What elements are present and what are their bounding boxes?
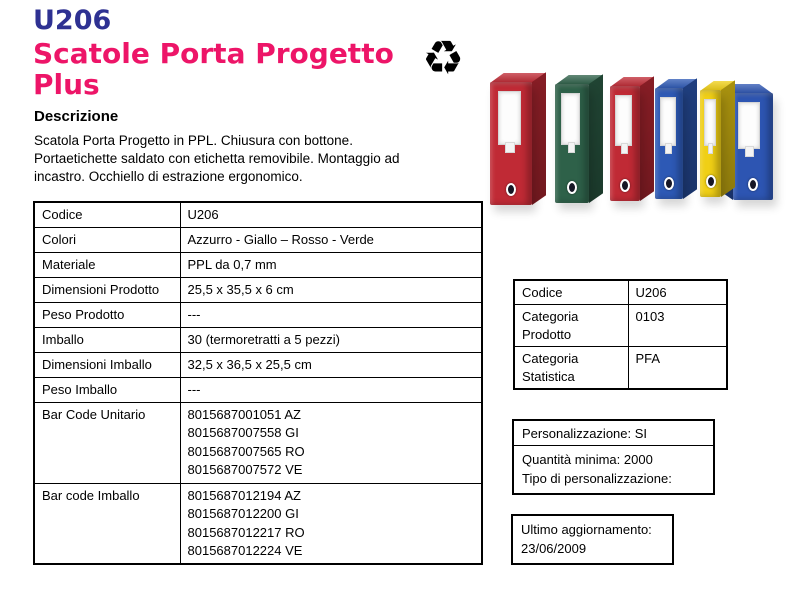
category-label: Categoria Statistica [514, 347, 628, 390]
product-box-green [555, 84, 589, 203]
spec-value [180, 402, 482, 483]
spec-label: Bar code Imballo [34, 483, 180, 564]
description-line: Scatola Porta Progetto in PPL. Chiusura con bottone. [34, 133, 353, 148]
spec-label: Dimensioni Prodotto [34, 277, 180, 302]
spec-row-peso-imballo [34, 377, 482, 402]
personalization-details [514, 446, 713, 493]
category-row-codice [514, 280, 727, 305]
box-eyelet [748, 178, 758, 191]
spec-label: Codice [34, 202, 180, 227]
barcode-line: 8015687007572 VE [187, 462, 303, 477]
barcode-line: 8015687007565 RO [187, 443, 305, 459]
product-box-blue-1 [655, 88, 683, 199]
category-row-prodotto [514, 305, 727, 347]
spec-value: Azzurro - Giallo – Rosso - Verde [180, 227, 482, 252]
last-update-box [511, 514, 674, 565]
spec-value: 32,5 x 36,5 x 25,5 cm [180, 352, 482, 377]
product-box-blue-2 [733, 93, 773, 200]
personalization-flag: Personalizzazione: SI [514, 421, 713, 446]
spec-label: Dimensioni Imballo [34, 352, 180, 377]
personalization-box [512, 419, 715, 495]
barcode-line: 8015687012217 RO [187, 524, 305, 540]
spec-row-dimensioni-prodotto [34, 277, 482, 302]
product-photo [487, 55, 797, 210]
spec-value: --- [180, 302, 482, 327]
spec-row-imballo [34, 327, 482, 352]
recycle-icon: ♻ [422, 31, 465, 86]
category-row-statistica [514, 347, 727, 390]
product-box-red-1 [490, 82, 532, 205]
spec-label: Peso Prodotto [34, 302, 180, 327]
category-table [513, 279, 728, 390]
product-box-red-2 [610, 86, 640, 201]
category-value: 0103 [628, 305, 727, 347]
barcode-line: 8015687012224 VE [187, 543, 303, 558]
description-line: incastro. Occhiello di estrazione ergonomico. [34, 169, 303, 184]
box-label-holder [498, 91, 522, 145]
box-side [532, 72, 546, 205]
spec-value: 25,5 x 35,5 x 6 cm [180, 277, 482, 302]
box-eyelet [620, 179, 630, 192]
box-side [683, 78, 697, 199]
box-eyelet [506, 183, 516, 196]
box-eyelet [706, 175, 716, 188]
box-eyelet [664, 177, 674, 190]
personalization-type: Tipo di personalizzazione: [522, 471, 672, 486]
box-label-holder [704, 99, 716, 146]
spec-label: Materiale [34, 252, 180, 277]
spec-row-materiale [34, 252, 482, 277]
box-label-holder [738, 102, 760, 149]
page-title-line2: Plus [33, 68, 100, 101]
box-label-holder [660, 97, 676, 146]
barcode-line: 8015687012200 GI [187, 506, 299, 521]
last-update-date: 23/06/2009 [521, 541, 587, 556]
spec-row-dimensioni-imballo [34, 352, 482, 377]
description-text [34, 132, 444, 186]
description-heading: Descrizione [34, 108, 119, 125]
category-label: Categoria Prodotto [514, 305, 628, 347]
category-label: Codice [514, 280, 628, 305]
spec-label: Imballo [34, 327, 180, 352]
spec-label: Peso Imballo [34, 377, 180, 402]
spec-value: 30 (termoretratti a 5 pezzi) [180, 327, 482, 352]
spec-row-codice [34, 202, 482, 227]
spec-row-colori [34, 227, 482, 252]
category-value: U206 [628, 280, 727, 305]
spec-table [33, 201, 483, 565]
last-update-label: Ultimo aggiornamento: [521, 522, 652, 537]
personalization-min-qty: Quantità minima: 2000 [522, 452, 653, 467]
box-side [721, 80, 735, 197]
product-code-title: U206 [33, 5, 112, 36]
spec-value: --- [180, 377, 482, 402]
page-title [33, 38, 394, 100]
page-title-line1: Scatole Porta Progetto [33, 37, 394, 70]
description-line: Portaetichette saldato con etichetta removibile. Montaggio ad [34, 151, 400, 166]
spec-value [180, 483, 482, 564]
spec-row-barcode-unitario [34, 402, 482, 483]
box-side [589, 74, 603, 203]
box-side [640, 76, 654, 201]
spec-row-peso-prodotto [34, 302, 482, 327]
spec-value: U206 [180, 202, 482, 227]
barcode-line: 8015687012194 AZ [187, 487, 301, 503]
spec-value: PPL da 0,7 mm [180, 252, 482, 277]
barcode-line: 8015687001051 AZ [187, 406, 301, 422]
spec-label: Bar Code Unitario [34, 402, 180, 483]
category-value: PFA [628, 347, 727, 390]
product-box-yellow [700, 90, 721, 197]
spec-label: Colori [34, 227, 180, 252]
spec-row-barcode-imballo [34, 483, 482, 564]
box-label-holder [561, 93, 580, 145]
box-label-holder [615, 95, 632, 146]
box-eyelet [567, 181, 577, 194]
barcode-line: 8015687007558 GI [187, 425, 299, 440]
